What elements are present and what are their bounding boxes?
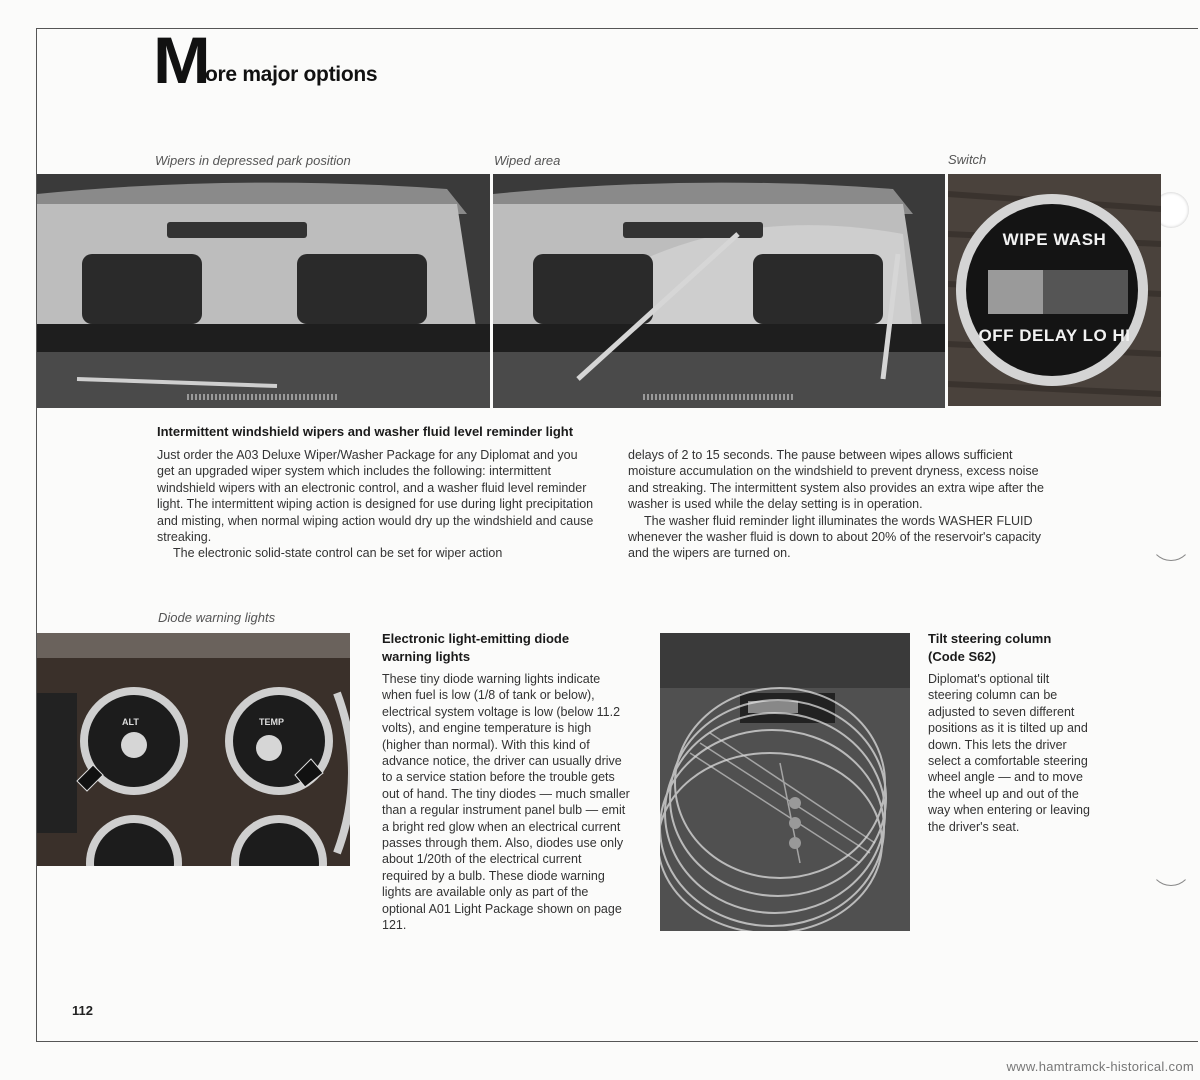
page-number: 112 [72,1003,93,1018]
wipers-col2-para: The washer fluid reminder light illuminates the words WASHER FLUID whenever the washer fluid is down to about 20% of the reservoir's capacity and the wipers are turned on. [628,513,1042,561]
photo-switch [948,174,1161,406]
gauge-label-alt: ALT [122,717,139,727]
photo-tilt-steering [660,633,910,931]
switch-label-top: WIPE WASH [1002,230,1107,249]
tilt-section-title-line2: (Code S62) [928,649,996,664]
diode-section-title-line2: warning lights [382,649,471,664]
wipers-section-title: Intermittent windshield wipers and washer fluid level reminder light [157,424,574,439]
caption-diode: Diode warning lights [158,610,276,625]
diode-section-title-line1: Electronic light-emitting diode [382,631,570,646]
tilt-text [928,671,1096,835]
binder-ring-mark [1150,520,1192,561]
headline-text: ore major options [205,63,378,86]
wipers-col2-para: delays of 2 to 15 seconds. The pause between wipes allows sufficient moisture accumulation on the windshield to prevent dryness, excess noise and streaking. The intermittent system also provides an extra wipe after the washer is used while the delay setting is in operation. [628,448,1044,512]
wipers-col1-para: Just order the A03 Deluxe Wiper/Washer Package for any Diplomat and you get an upgraded wiper system which includes the following: intermittent windshield wipers with an electronic control, and a washer fluid level reminder light. The intermittent wiping action is designed for use during light precipitation and misting, when normal wiping action would dry up the windshield and cause streaking. [157,448,594,545]
switch-label-bottom: OFF DELAY LO HI [978,326,1131,345]
diode-para: These tiny diode warning lights indicate when fuel is low (1/8 of tank or below), electrical system voltage is low (below 11.2 volts), and engine temperature is high (higher than normal). With this kind of advance notice, the driver can usually drive to a service station before the trouble gets out of hand. The tiny diodes — much smaller than a regular instrument panel bulb — emit a bright red glow when an electrical current passes through them. Also, diodes use only about 1/20th of the electrical current required by a bulb. These diode warning lights are available only as part of the optional A01 Light Package shown on page 121. [382,672,630,933]
page-headline [153,23,378,97]
wipers-col1-para: The electronic solid-state control can be set for wiper action [173,546,503,561]
binder-ring-mark [1150,845,1192,886]
wipers-text-col1 [157,447,597,562]
wipers-text-col2 [628,447,1058,562]
headline-initial: M [153,23,209,97]
diode-text [382,671,630,934]
photo-wipers-parked [37,174,490,408]
tilt-section-title-line1: Tilt steering column [928,631,1052,646]
photo-wiped-area [493,174,945,408]
caption-wiped-area: Wiped area [494,153,561,168]
caption-wipers-parked: Wipers in depressed park position [155,153,351,168]
caption-switch: Switch [948,152,987,167]
gauge-label-temp: TEMP [259,717,285,727]
photo-diode-gauges [37,633,350,866]
watermark: www.hamtramck-historical.com [1006,1059,1194,1074]
tilt-para: Diplomat's optional tilt steering column can be adjusted to seven different positions as it is tilted up and down. This lets the driver select a comfortable steering wheel angle — and to move the wheel up and out of the way when entering or leaving the driver's seat. [928,672,1090,834]
